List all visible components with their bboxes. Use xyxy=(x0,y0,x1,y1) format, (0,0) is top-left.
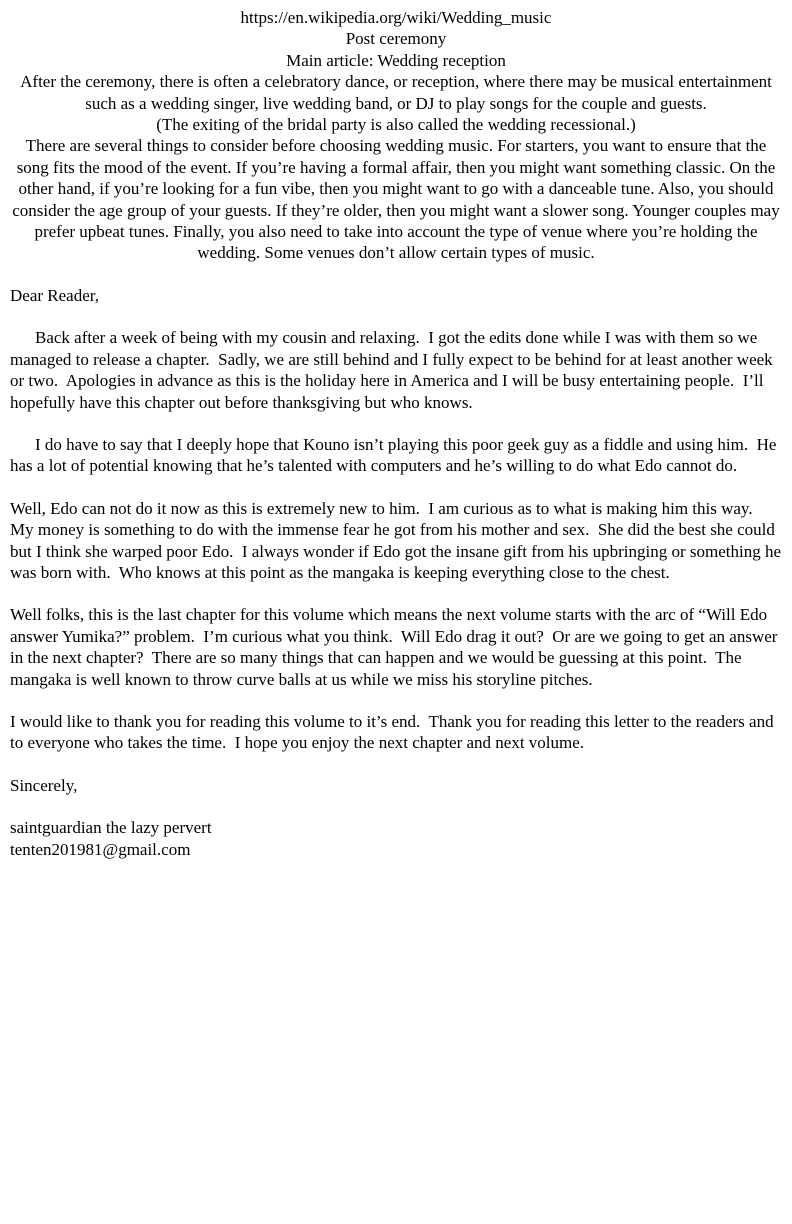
wiki-paragraph-1: After the ceremony, there is often a celebratory dance, or reception, where there may be musical entertainment such as a wedding singer, live wedding band, or DJ to play songs for the couple and guests. xyxy=(20,72,777,113)
letter-paragraph-1: Back after a week of being with my cousin and relaxing. I got the edits done while I was with them so we managed to release a chapter. Sadly, we are still behind and I fully expect to be behind for at least another week or two. Apologies in advance as this is the holiday here in America and I will be busy entertaining people. I’ll hopefully have this chapter out before thanksgiving but who knows. xyxy=(10,328,777,412)
wiki-url: https://en.wikipedia.org/wiki/Wedding_music xyxy=(240,8,552,27)
wiki-recessional-note: (The exiting of the bridal party is also called the wedding recessional.) xyxy=(156,115,636,135)
letter-paragraph-4: Well folks, this is the last chapter for this volume which means the next volume starts with the arc of “Will Edo answer Yumika?” problem. I’m curious what you think. Will Edo drag it out? Or are we going to get an answer in the next chapter? There are so many things that can happen and we would be guessing at this point. The mangaka is well known to throw curve balls at us while we miss his storyline pitches. xyxy=(10,605,782,689)
wiki-paragraph-2: There are several things to consider before choosing wedding music. For starters, you want to ensure that the song fits the mood of the event. If you’re having a formal affair, then you might want something classic. On the other hand, if you’re looking for a fun vibe, then you might want to go with a danceable tune. Also, you should consider the age group of your guests. If they’re older, then you might want a slower song. Younger couples may prefer upbeat tunes. Finally, you also need to take into account the type of venue where you’re holding the wedding. Some venues don’t allow certain types of music. xyxy=(12,136,784,263)
wiki-section-title: Post ceremony xyxy=(345,29,447,49)
letter-salutation: Dear Reader, xyxy=(10,285,99,305)
letter-paragraph-2: I do have to say that I deeply hope that Kouno isn’t playing this poor geek guy as a fiddle and using him. He has a lot of potential knowing that he’s talented with computers and he’s willing to do what Edo cannot do. xyxy=(10,434,781,476)
translator-letter xyxy=(10,285,786,860)
letter-signature xyxy=(10,817,782,860)
letter-paragraph-5: I would like to thank you for reading this volume to it’s end. Thank you for reading this letter to the readers and to everyone who takes the time. I hope you enjoy the next chapter and next volume. xyxy=(10,711,778,753)
wiki-excerpt-block xyxy=(10,7,782,264)
letter-paragraph-3: Well, Edo can not do it now as this is extremely new to him. I am curious as to what is making him this way. My money is something to do with the immense fear he got from his mother and sex. She did the best she could but I think she warped poor Edo. I always wonder if Edo got the insane gift from his upbringing or something he was born with. Who knows at this point as the mangaka is keeping everything close to the chest. xyxy=(10,498,786,582)
signature-name: saintguardian the lazy pervert xyxy=(10,818,212,838)
letter-closing: Sincerely, xyxy=(10,775,78,795)
signature-email: tenten201981@gmail.com xyxy=(10,839,191,859)
wiki-main-article-line: Main article: Wedding reception xyxy=(286,50,506,70)
